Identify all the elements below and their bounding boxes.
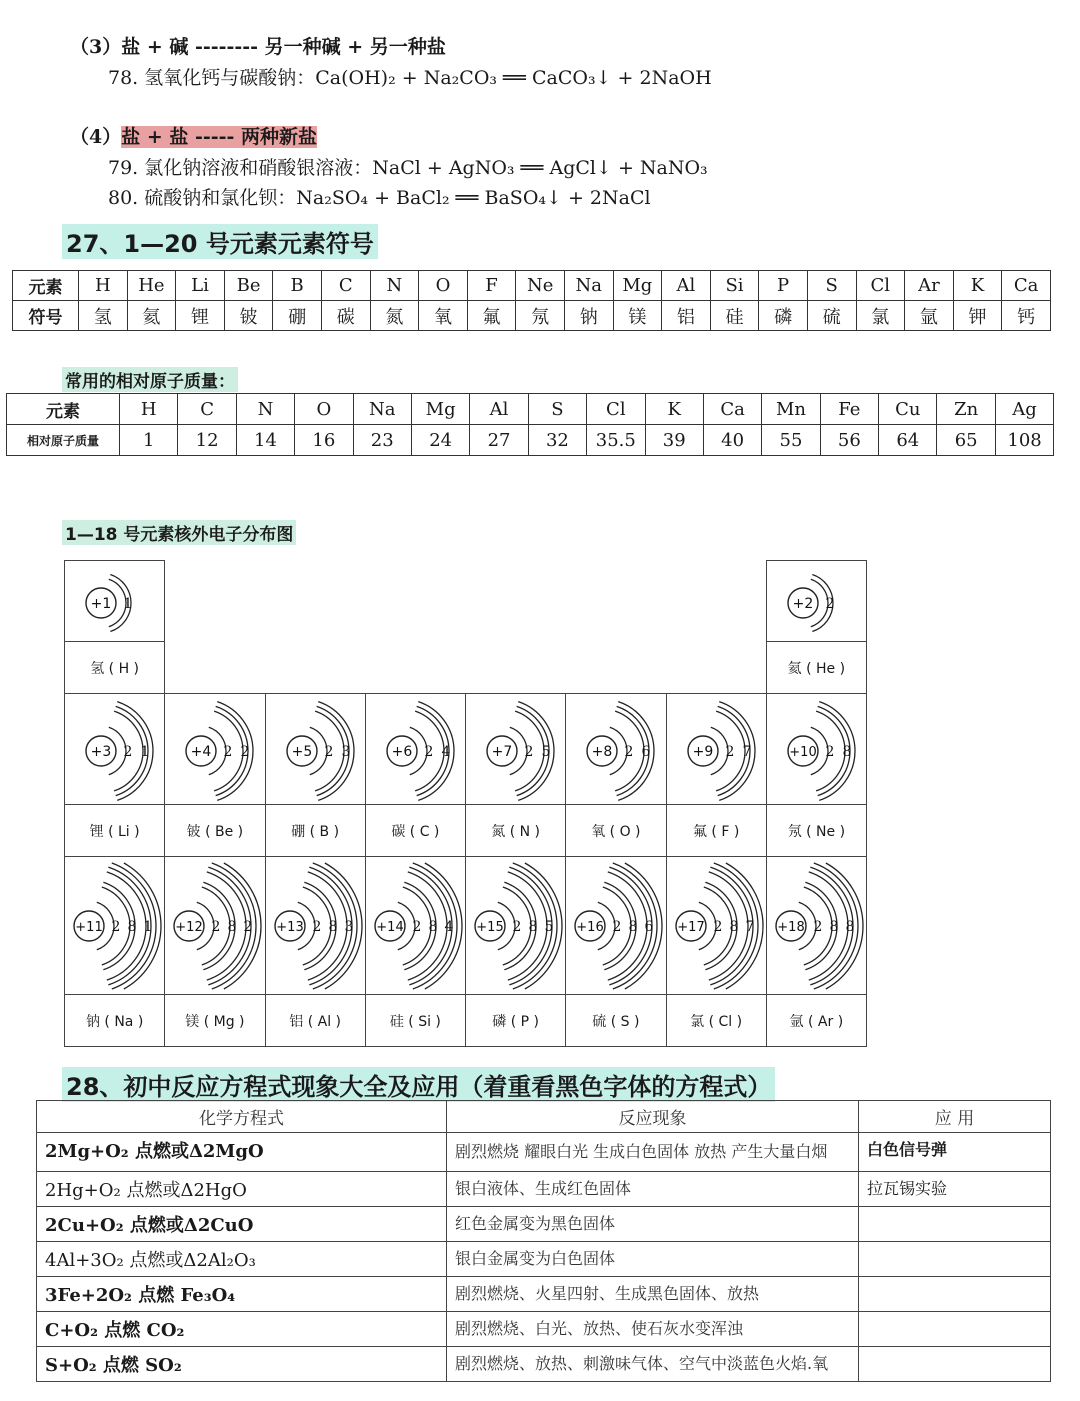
electron-chart-title: 1—18 号元素核外电子分布图	[62, 520, 296, 545]
mass-symbol-cell: Ca	[703, 394, 761, 425]
shell-electron-count: 2	[825, 744, 835, 760]
element-symbol-cell: Ar	[905, 271, 954, 301]
element-label: 碳 ( C )	[391, 824, 440, 840]
shell-electron-count: 2	[424, 744, 434, 760]
element-name-cell: 氖	[516, 301, 565, 331]
element-name-cell: 碳	[321, 301, 370, 331]
shell-electron-count: 8	[428, 919, 438, 935]
shell-electron-count: 3	[344, 919, 353, 935]
shell-electron-count: 8	[729, 919, 738, 935]
cell-divider	[266, 994, 365, 995]
application-cell: 白色信号弹	[859, 1133, 1051, 1172]
shell-electron-count: 2	[324, 744, 333, 760]
section-28-title: 28、初中反应方程式现象大全及应用（着重看黑色字体的方程式）	[62, 1067, 775, 1102]
mass-symbol-cell: Cu	[879, 394, 937, 425]
electron-shell-diagram	[266, 857, 366, 991]
phenomenon-cell: 银白液体、生成红色固体	[447, 1172, 859, 1207]
nuclear-charge: +5	[291, 744, 312, 760]
nuclear-charge: +13	[275, 920, 304, 935]
shell-electron-count: 1	[140, 744, 150, 760]
equation-cell: S+O₂ 点燃 SO₂	[37, 1347, 447, 1382]
nuclear-charge: +4	[190, 744, 212, 760]
element-name-cell: 硼	[273, 301, 322, 331]
mass-symbol-cell: K	[645, 394, 703, 425]
reaction-row	[37, 1242, 1051, 1277]
element-name-cell: 氧	[419, 301, 468, 331]
element-name-cell: 氦	[127, 301, 176, 331]
shell-electron-count: 7	[745, 919, 754, 935]
shell-electron-count: 3	[341, 744, 350, 760]
element-label: 铝 ( Al )	[289, 1014, 341, 1030]
shell-electron-count: 2	[512, 919, 522, 935]
nuclear-charge: +10	[789, 745, 817, 760]
mass-value-cell: 27	[470, 425, 528, 456]
element-label: 硅 ( Si )	[389, 1014, 441, 1030]
electron-shell-diagram	[566, 857, 666, 991]
equation-cell: 2Mg+O₂ 点燃或Δ2MgO	[37, 1133, 447, 1172]
mass-value-cell: 16	[295, 425, 353, 456]
element-symbol-cell: Cl	[856, 271, 905, 301]
cell-divider	[165, 994, 264, 995]
cell-divider	[667, 804, 766, 805]
element-symbol-cell: Al	[662, 271, 711, 301]
electron-cell	[666, 856, 767, 1047]
nuclear-charge: +9	[692, 744, 713, 760]
electron-shell-diagram	[65, 561, 165, 641]
mass-value-cell: 12	[178, 425, 236, 456]
electron-shell-diagram	[65, 857, 165, 991]
mass-symbol-cell: N	[236, 394, 294, 425]
element-name-cell: 锂	[176, 301, 225, 331]
nuclear-charge: +1	[90, 596, 112, 612]
reaction-row	[37, 1312, 1051, 1347]
element-name-cell: 镁	[613, 301, 662, 331]
element-label: 氧 ( O )	[591, 824, 641, 840]
shell-electron-count: 5	[544, 919, 554, 935]
element-name-cell: 铍	[224, 301, 273, 331]
electron-cell	[365, 693, 466, 857]
shell-electron-count: 2	[312, 919, 321, 935]
electron-shell-diagram	[165, 694, 265, 804]
phenomenon-cell: 银白金属变为白色固体	[447, 1242, 859, 1277]
phenomenon-cell: 剧烈燃烧、放热、刺激味气体、空气中淡蓝色火焰.氧	[447, 1347, 859, 1382]
element-symbol-cell: Mg	[613, 271, 662, 301]
nuclear-charge: +15	[476, 920, 504, 935]
application-cell: 拉瓦锡实验	[859, 1172, 1051, 1207]
shell-electron-count: 2	[713, 919, 722, 935]
reaction-table	[36, 1100, 1051, 1382]
shell-electron-count: 8	[842, 744, 852, 760]
element-name-cell: 钠	[564, 301, 613, 331]
nuclear-charge: +6	[391, 744, 413, 760]
element-label: 氖 ( Ne )	[787, 824, 846, 840]
shell-electron-count: 8	[845, 919, 855, 935]
equation-cell: 3Fe+2O₂ 点燃 Fe₃O₄	[37, 1277, 447, 1312]
element-label: 铍 ( Be )	[186, 824, 244, 840]
shell-electron-count: 8	[628, 919, 638, 935]
element-symbol-cell: O	[419, 271, 468, 301]
electron-cell	[766, 856, 867, 1047]
electron-cell	[465, 693, 566, 857]
nuclear-charge: +3	[90, 744, 112, 760]
section-27-title: 27、1—20 号元素元素符号	[62, 224, 378, 259]
shell-electron-count: 2	[111, 919, 121, 935]
electron-shell-diagram	[366, 857, 466, 991]
element-symbol-cell: Ne	[516, 271, 565, 301]
mass-value-cell: 24	[411, 425, 469, 456]
element-symbol-cell: Be	[224, 271, 273, 301]
shell-electron-count: 2	[524, 744, 534, 760]
shell-electron-count: 2	[825, 596, 835, 612]
electron-cell	[766, 693, 867, 857]
electron-cell	[766, 560, 867, 694]
shell-electron-count: 1	[143, 919, 153, 935]
header-equation: 化学方程式	[37, 1101, 447, 1133]
element-label: 磷 ( P )	[492, 1014, 539, 1030]
shell-electron-count: 2	[211, 919, 221, 935]
shell-electron-count: 2	[624, 744, 634, 760]
electron-shell-diagram	[266, 694, 366, 804]
electron-cell	[565, 693, 666, 857]
atomic-mass-title: 常用的相对原子质量：	[62, 367, 238, 392]
mass-value-cell: 23	[353, 425, 411, 456]
mass-value-cell: 35.5	[587, 425, 645, 456]
shell-electron-count: 8	[328, 919, 337, 935]
application-cell	[859, 1242, 1051, 1277]
electron-shell-diagram	[366, 694, 466, 804]
reaction-row	[37, 1347, 1051, 1382]
mass-value-cell: 55	[762, 425, 820, 456]
equation-cell: 2Hg+O₂ 点燃或Δ2HgO	[37, 1172, 447, 1207]
header-phenomenon: 反应现象	[447, 1101, 859, 1133]
element-symbol-cell: C	[321, 271, 370, 301]
shell-electron-count: 8	[528, 919, 538, 935]
shell-electron-count: 6	[641, 744, 651, 760]
element-label: 氯 ( Cl )	[690, 1014, 743, 1030]
application-cell	[859, 1312, 1051, 1347]
shell-electron-count: 8	[829, 919, 839, 935]
element-symbol-cell: B	[273, 271, 322, 301]
element-name-cell: 氩	[905, 301, 954, 331]
reaction-row	[37, 1133, 1051, 1172]
element-name-cell: 钾	[953, 301, 1002, 331]
shell-electron-count: 7	[742, 744, 751, 760]
electron-shell-diagram	[767, 857, 867, 991]
electron-cell	[365, 856, 466, 1047]
element-name-cell: 硫	[807, 301, 856, 331]
element-name-cell: 铝	[662, 301, 711, 331]
cell-divider	[767, 804, 866, 805]
reaction-80: 80. 硫酸钠和氯化钡：Na₂SO₄ + BaCl₂ ══ BaSO₄↓ + 2NaCl	[108, 187, 651, 209]
cell-divider	[165, 804, 264, 805]
mass-value-cell: 108	[995, 425, 1053, 456]
element-name-cell: 磷	[759, 301, 808, 331]
element-symbol-cell: Ca	[1002, 271, 1051, 301]
element-symbol-cell: K	[953, 271, 1002, 301]
equation-cell: 2Cu+O₂ 点燃或Δ2CuO	[37, 1207, 447, 1242]
electron-cell	[465, 856, 566, 1047]
electron-shell-diagram	[165, 857, 265, 991]
shell-electron-count: 5	[541, 744, 551, 760]
cell-divider	[266, 804, 365, 805]
section-4-heading	[70, 122, 317, 149]
mass-value-cell: 64	[879, 425, 937, 456]
section-3-heading: （3）盐 + 碱 -------- 另一种碱 + 另一种盐	[70, 36, 446, 58]
element-symbol-cell: N	[370, 271, 419, 301]
element-name-cell: 硅	[710, 301, 759, 331]
element-symbol-cell: He	[127, 271, 176, 301]
shell-electron-count: 2	[412, 919, 422, 935]
section-4-prefix: （4）	[70, 126, 122, 148]
equation-cell: 4Al+3O₂ 点燃或Δ2Al₂O₃	[37, 1242, 447, 1277]
phenomenon-cell: 剧烈燃烧 耀眼白光 生成白色固体 放热 产生大量白烟	[447, 1133, 859, 1172]
shell-electron-count: 2	[813, 919, 823, 935]
mass-symbol-cell: Fe	[820, 394, 878, 425]
mass-value-row	[7, 425, 1054, 456]
electron-shell-diagram	[767, 561, 867, 641]
row-label-element: 元素	[13, 271, 79, 301]
shell-electron-count: 8	[227, 919, 237, 935]
cell-divider	[65, 994, 164, 995]
element-symbol-cell: S	[807, 271, 856, 301]
reaction-row	[37, 1277, 1051, 1312]
nuclear-charge: +8	[591, 744, 613, 760]
element-label: 氢 ( H )	[90, 661, 140, 677]
element-name-cell: 钙	[1002, 301, 1051, 331]
application-cell	[859, 1277, 1051, 1312]
reaction-row	[37, 1207, 1051, 1242]
cell-divider	[767, 994, 866, 995]
element-name-cell: 氯	[856, 301, 905, 331]
mass-symbol-cell: O	[295, 394, 353, 425]
cell-divider	[466, 994, 565, 995]
electron-cell	[265, 693, 366, 857]
electron-cell	[164, 693, 265, 857]
mass-symbol-cell: S	[528, 394, 586, 425]
mass-value-cell: 14	[236, 425, 294, 456]
mass-symbol-cell: Cl	[587, 394, 645, 425]
phenomenon-cell: 红色金属变为黑色固体	[447, 1207, 859, 1242]
nuclear-charge: +16	[576, 920, 604, 935]
mass-symbol-cell: Na	[353, 394, 411, 425]
nuclear-charge: +18	[777, 920, 805, 935]
shell-electron-count: 2	[123, 744, 133, 760]
row-label-element: 元素	[7, 394, 120, 425]
electron-distribution-grid	[64, 560, 866, 1046]
element-label: 氦 ( He )	[787, 661, 846, 677]
element-name-cell: 氢	[79, 301, 128, 331]
nuclear-charge: +17	[676, 920, 705, 935]
element-label: 硼 ( B )	[291, 824, 340, 840]
application-cell	[859, 1347, 1051, 1382]
symbol-row	[13, 271, 1051, 301]
element-symbol-table	[12, 270, 1051, 331]
cell-divider	[65, 641, 164, 642]
electron-shell-diagram	[667, 694, 767, 804]
shell-electron-count: 6	[644, 919, 654, 935]
electron-cell	[164, 856, 265, 1047]
electron-cell	[666, 693, 767, 857]
cell-divider	[65, 804, 164, 805]
shell-electron-count: 2	[725, 744, 734, 760]
electron-cell	[265, 856, 366, 1047]
shell-electron-count: 2	[612, 919, 622, 935]
element-label: 锂 ( Li )	[89, 824, 140, 840]
shell-electron-count: 1	[123, 596, 133, 612]
reaction-table-header	[37, 1101, 1051, 1133]
element-symbol-cell: F	[467, 271, 516, 301]
mass-value-cell: 32	[528, 425, 586, 456]
electron-shell-diagram	[466, 694, 566, 804]
mass-symbol-cell: Mg	[411, 394, 469, 425]
element-label: 镁 ( Mg )	[185, 1014, 245, 1030]
electron-shell-diagram	[566, 694, 666, 804]
nuclear-charge: +7	[491, 744, 513, 760]
shell-electron-count: 2	[223, 744, 233, 760]
element-symbol-cell: Li	[176, 271, 225, 301]
nuclear-charge: +12	[175, 920, 203, 935]
element-symbol-cell: Si	[710, 271, 759, 301]
mass-value-cell: 56	[820, 425, 878, 456]
nuclear-charge: +2	[792, 596, 814, 612]
electron-shell-diagram	[466, 857, 566, 991]
electron-cell	[64, 693, 165, 857]
electron-shell-diagram	[667, 857, 767, 991]
mass-value-cell: 65	[937, 425, 995, 456]
reaction-78: 78. 氢氧化钙与碳酸钠：Ca(OH)₂ + Na₂CO₃ ══ CaCO₃↓ + 2NaOH	[108, 67, 712, 89]
name-row	[13, 301, 1051, 331]
electron-cell	[64, 560, 165, 694]
shell-electron-count: 4	[444, 919, 454, 935]
mass-symbol-cell: H	[120, 394, 178, 425]
header-application: 应 用	[859, 1101, 1051, 1133]
electron-cell	[64, 856, 165, 1047]
equation-cell: C+O₂ 点燃 CO₂	[37, 1312, 447, 1347]
cell-divider	[366, 994, 465, 995]
mass-symbol-row	[7, 394, 1054, 425]
element-label: 氟 ( F )	[692, 824, 740, 840]
element-label: 钠 ( Na )	[85, 1014, 144, 1030]
section-4-title: 盐 + 盐 ----- 两种新盐	[121, 126, 318, 148]
cell-divider	[566, 804, 665, 805]
shell-electron-count: 2	[240, 744, 250, 760]
element-label: 硫 ( S )	[592, 1014, 640, 1030]
phenomenon-cell: 剧烈燃烧、白光、放热、使石灰水变浑浊	[447, 1312, 859, 1347]
cell-divider	[466, 804, 565, 805]
electron-shell-diagram	[65, 694, 165, 804]
mass-value-cell: 39	[645, 425, 703, 456]
reaction-79: 79. 氯化钠溶液和硝酸银溶液：NaCl + AgNO₃ ══ AgCl↓ + NaNO₃	[108, 157, 708, 179]
element-name-cell: 氮	[370, 301, 419, 331]
row-label-mass: 相对原子质量	[7, 425, 120, 456]
mass-symbol-cell: Zn	[937, 394, 995, 425]
mass-value-cell: 1	[120, 425, 178, 456]
element-label: 氮 ( N )	[491, 824, 540, 840]
electron-cell	[565, 856, 666, 1047]
nuclear-charge: +14	[376, 920, 404, 935]
element-symbol-cell: Na	[564, 271, 613, 301]
phenomenon-cell: 剧烈燃烧、火星四射、生成黑色固体、放热	[447, 1277, 859, 1312]
mass-symbol-cell: C	[178, 394, 236, 425]
element-symbol-cell: P	[759, 271, 808, 301]
cell-divider	[566, 994, 665, 995]
mass-value-cell: 40	[703, 425, 761, 456]
electron-shell-diagram	[767, 694, 867, 804]
shell-electron-count: 4	[441, 744, 451, 760]
mass-symbol-cell: Mn	[762, 394, 820, 425]
mass-symbol-cell: Ag	[995, 394, 1053, 425]
element-name-cell: 氟	[467, 301, 516, 331]
nuclear-charge: +11	[75, 920, 103, 935]
element-label: 氩 ( Ar )	[789, 1014, 844, 1030]
mass-symbol-cell: Al	[470, 394, 528, 425]
cell-divider	[767, 641, 866, 642]
cell-divider	[667, 994, 766, 995]
reaction-row	[37, 1172, 1051, 1207]
element-symbol-cell: H	[79, 271, 128, 301]
shell-electron-count: 8	[127, 919, 137, 935]
atomic-mass-table	[6, 393, 1054, 456]
application-cell	[859, 1207, 1051, 1242]
shell-electron-count: 2	[243, 919, 253, 935]
cell-divider	[366, 804, 465, 805]
row-label-symbol: 符号	[13, 301, 79, 331]
